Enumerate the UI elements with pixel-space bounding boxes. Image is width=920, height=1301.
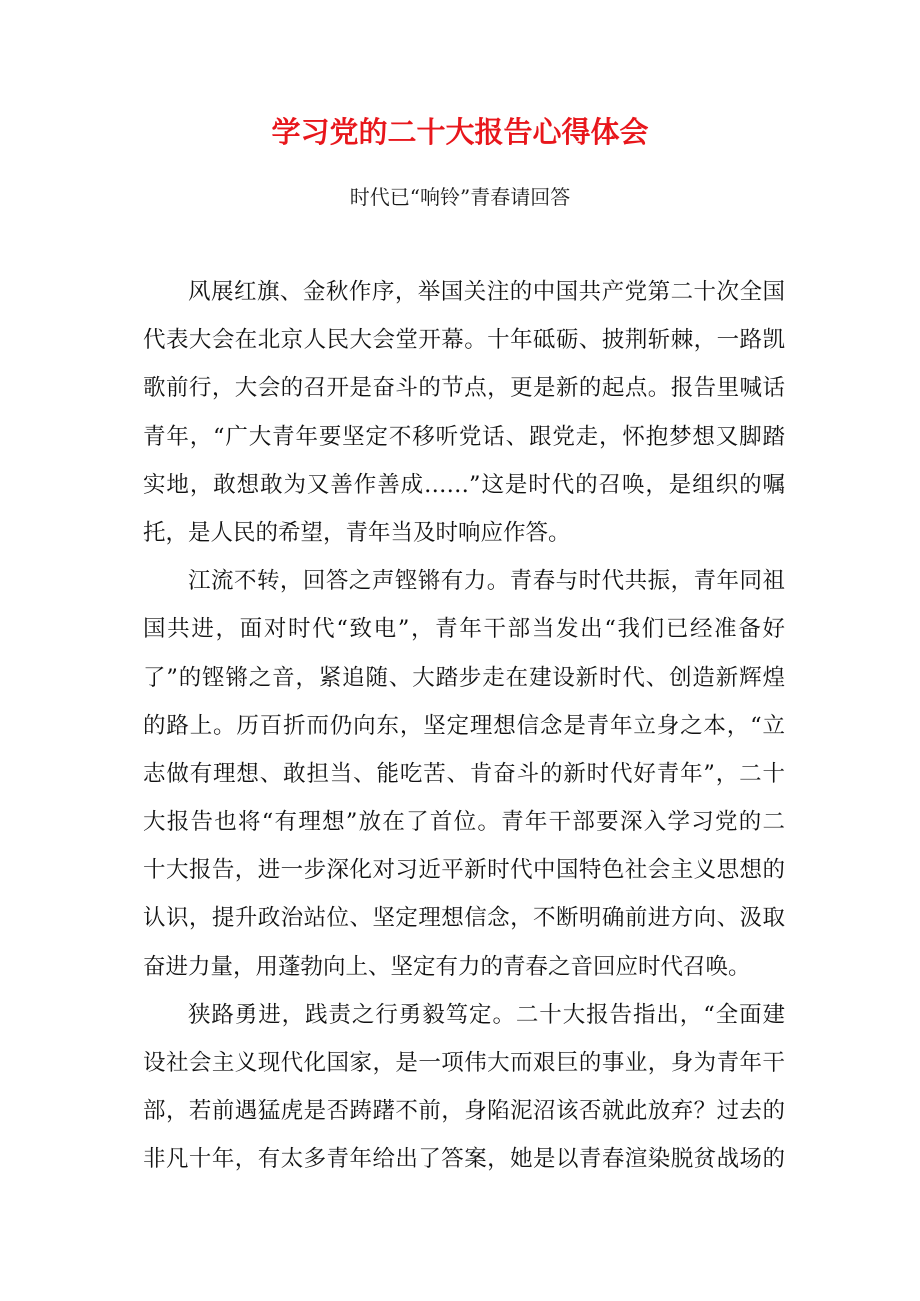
paragraph-line: 部，若前遇猛虎是否踌躇不前，身陷泥沼该否就此放弃？过去的 (143, 1098, 785, 1125)
paragraph (143, 557, 785, 991)
paragraph-line: 国共进，面对时代“致电”，青年干部当发出“我们已经准备好 (143, 616, 785, 643)
paragraph-line: 奋进力量，用蓬勃向上、坚定有力的青春之音回应时代召唤。 (143, 953, 751, 980)
paragraph (143, 268, 785, 557)
paragraph-line: 认识，提升政治站位、坚定理想信念，不断明确前进方向、汲取 (143, 905, 785, 932)
paragraph-line: 托，是人民的希望，青年当及时响应作答。 (143, 519, 571, 546)
paragraph-line: 设社会主义现代化国家，是一项伟大而艰巨的事业，身为青年干 (143, 1050, 785, 1076)
paragraph-line: 江流不转，回答之声铿锵有力。青春与时代共振，青年同祖 (188, 568, 785, 595)
paragraph-line: 的路上。历百折而仍向东，坚定理想信念是青年立身之本，“立 (143, 712, 785, 739)
paragraph-line: 青年，“广大青年要坚定不移听党话、跟党走，怀抱梦想又脚踏 (143, 423, 785, 450)
paragraph-line: 狭路勇进，践责之行勇毅笃定。二十大报告指出，“全面建 (188, 1001, 785, 1028)
paragraph (143, 991, 785, 1184)
paragraph-line: 实地，敢想敢为又善作善成……”这是时代的召唤，是组织的嘱 (143, 471, 785, 498)
paragraph-line: 代表大会在北京人民大会堂开幕。十年砥砺、披荆斩棘，一路凯 (143, 327, 785, 354)
document-subtitle: 时代已“响铃”青春请回答 (349, 185, 571, 209)
paragraph-line: 了”的铿锵之音，紧追随、大踏步走在建设新时代、创造新辉煌 (143, 664, 785, 691)
paragraph-line: 十大报告，进一步深化对习近平新时代中国特色社会主义思想的 (143, 857, 785, 884)
document-title: 学习党的二十大报告心得体会 (271, 115, 649, 149)
paragraph-line: 非凡十年，有太多青年给出了答案，她是以青春渲染脱贫战场的 (143, 1146, 785, 1173)
paragraph-line: 风展红旗、金秋作序，举国关注的中国共产党第二十次全国 (188, 279, 785, 305)
paragraph-line: 歌前行，大会的召开是奋斗的节点，更是新的起点。报告里喊话 (143, 375, 785, 402)
document-body (143, 268, 785, 1184)
paragraph-line: 志做有理想、敢担当、能吃苦、肯奋斗的新时代好青年”，二十 (143, 760, 785, 787)
paragraph-line: 大报告也将“有理想”放在了首位。青年干部要深入学习党的二 (143, 809, 785, 836)
